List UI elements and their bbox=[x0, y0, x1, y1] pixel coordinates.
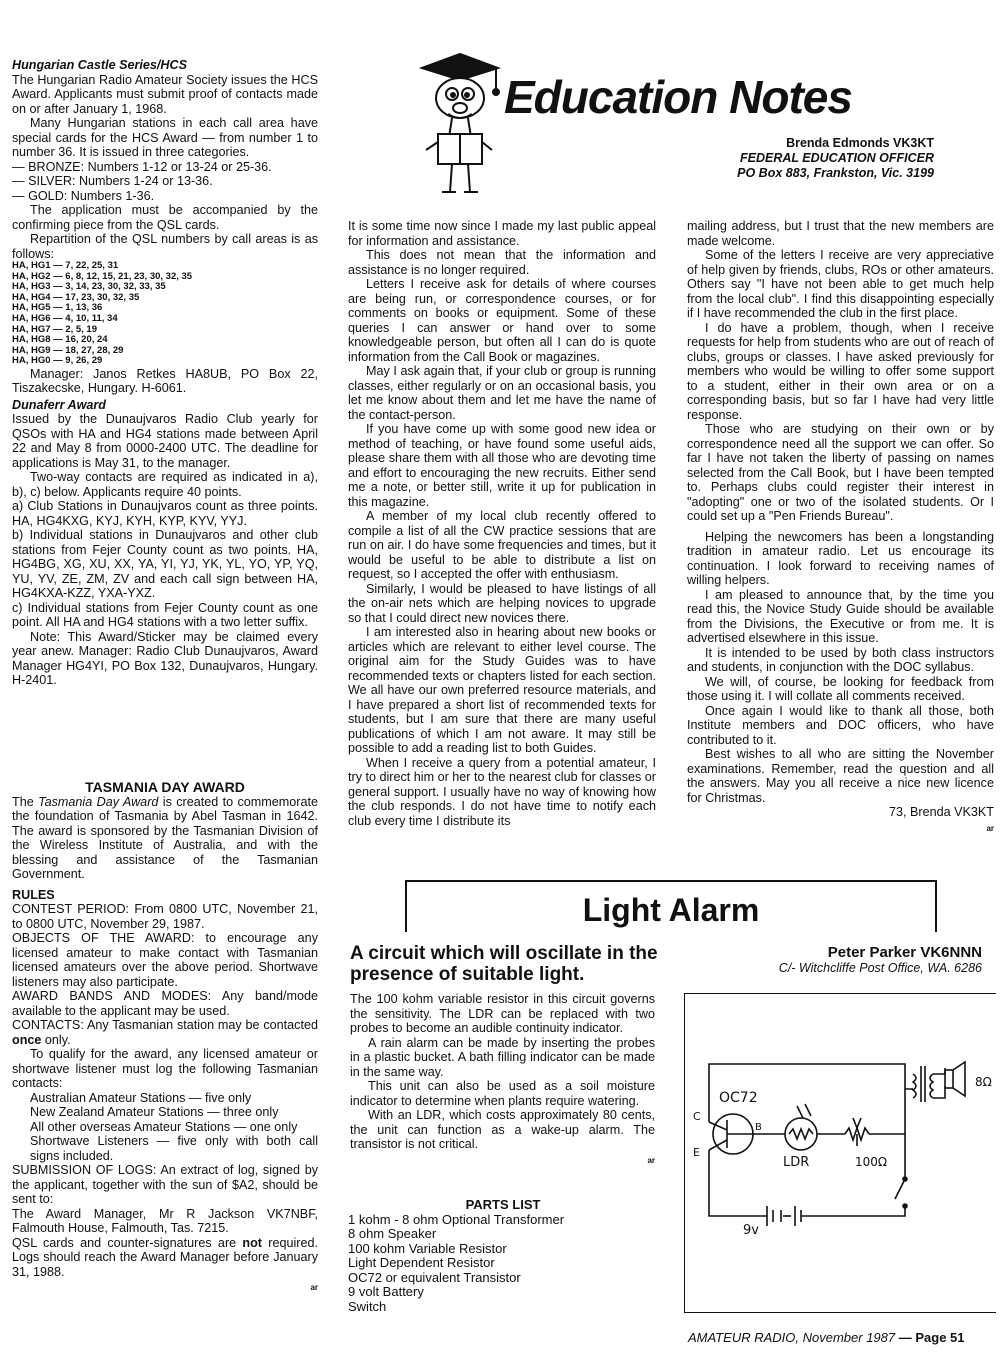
paragraph: When I receive a query from a potential amateur, I try to direct him or her to the nearest club for classes or general support. I usually have no way of knowing how the club responds. I do not have time to notify each club every time I distribute its bbox=[348, 755, 656, 828]
dunaferr-item-a: a) Club Stations in Dunaujvaros count as three points. HA, HG4KXG, KYJ, KYH, KYP, KYV, YYJ. bbox=[12, 499, 318, 528]
list-item: Australian Amateur Stations — five only bbox=[30, 1090, 252, 1105]
label-pin-b: B bbox=[755, 1122, 762, 1133]
footer-publication: AMATEUR RADIO, bbox=[688, 1330, 799, 1345]
paragraph: I am interested also in hearing about new books or articles which are relevant to either level course. The original aim for the Study Guides was to have recommended texts or chapters listed for each section. We all have our own preferred resource materials, and I have prepared a short list of recommended texts for students, but I am sure that there are many useful publications of which I am not aware. It may still be possible to add a reading list to both Guides. bbox=[348, 625, 656, 755]
footer-page: — Page 51 bbox=[898, 1330, 965, 1345]
label-pin-c: C bbox=[693, 1110, 701, 1123]
list-item: OC72 or equivalent Transistor bbox=[348, 1269, 521, 1285]
paragraph: Similarly, I would be pleased to have listings of all the on-air nets which are helping novices to upgrade so that I could direct new novices there. bbox=[348, 581, 656, 625]
rule-qsl: QSL cards and counter-signatures are not required. Logs should reach the Award Manager before January 31, 1988. bbox=[12, 1235, 318, 1279]
paragraph: This does not mean that the information and assistance is no longer required. bbox=[348, 248, 656, 277]
list-item: 1 kohm - 8 ohm Optional Transformer bbox=[348, 1211, 565, 1227]
label-pin-e: E bbox=[693, 1146, 700, 1159]
list-item: 9 volt Battery bbox=[348, 1284, 424, 1299]
call-area-row: HA, HG8 — 16, 20, 24 bbox=[12, 334, 108, 346]
paragraph: It is intended to be used by both class instructors and students, in conjunction with the DOC syllabus. bbox=[687, 645, 994, 674]
author-name: Peter Parker VK6NNN bbox=[827, 944, 982, 961]
signoff: 73, Brenda VK3KT bbox=[888, 805, 994, 819]
hcs-silver: — SILVER: Numbers 1-24 or 13-36. bbox=[12, 174, 213, 188]
call-area-row: HA, HG9 — 18, 27, 28, 29 bbox=[12, 344, 124, 356]
rule-contest-period: CONTEST PERIOD: From 0800 UTC, November 21, to 0800 UTC, November 29, 1987. bbox=[12, 902, 318, 931]
paragraph: Those who are studying on their own or by correspondence need all the support we can offer. So far I have not taken the liberty of passing on names selected from the Call Book, but I have been tempted to. Perhaps clubs could register their interest in "adopting" one or two of the isolated students. Or I could set up a "Pen Friends Bureau". bbox=[687, 422, 994, 523]
hcs-paragraph: The application must be accompanied by the confirming piece from the QSL cards. bbox=[12, 203, 318, 232]
paragraph: Helping the newcomers has been a longstanding tradition in amateur radio. Let us encourage its continuation. I look forward to receiving names of willing helpers. bbox=[687, 529, 994, 587]
list-item: 100 kohm Variable Resistor bbox=[348, 1240, 507, 1256]
dunaferr-paragraph: Issued by the Dunaujvaros Radio Club yearly for QSOs with HA and HG4 stations made between April 22 and May 8 from 0000-2400 UTC. The deadline for applications is May 31, to the manager. bbox=[12, 412, 318, 470]
paragraph: It is some time now since I made my last public appeal for information and assistance. bbox=[348, 219, 656, 248]
label-transistor: OC72 bbox=[719, 1090, 758, 1106]
paragraph: Some of the letters I receive are very appreciative of help given by friends, clubs, ROs or other amateurs. Others say "I have not been able to get much help from the local club". I find this disappointing especially if I have recommended the club in the first place. bbox=[687, 248, 994, 320]
call-area-row: HA, HG5 — 1, 13, 36 bbox=[12, 302, 103, 314]
hcs-paragraph: The Hungarian Radio Amateur Society issues the HCS Award. Applicants must submit proof of contacts made on or after January 1, 1968. bbox=[12, 72, 318, 116]
dunaferr-paragraph: Two-way contacts are required as indicated in a), b), c) below. Applicants require 40 points. bbox=[12, 470, 318, 499]
paragraph: I am pleased to announce that, by the time you read this, the Novice Study Guide should be available from the Divisions, the Executive or from me. It is advertised elsewhere in this issue. bbox=[687, 587, 994, 645]
label-ldr: LDR bbox=[783, 1155, 810, 1170]
hcs-bronze: — BRONZE: Numbers 1-12 or 13-24 or 25-36. bbox=[12, 159, 272, 174]
rule-qualify: To qualify for the award, any licensed amateur or shortwave listener must log the following Tasmanian contacts: bbox=[12, 1047, 318, 1090]
dunaferr-item-c: c) Individual stations from Fejer County count as one point. All HA and HG4 stations with a two letter suffix. bbox=[12, 600, 318, 630]
hcs-paragraph: Repartition of the QSL numbers by call areas is as follows: bbox=[12, 232, 318, 261]
paragraph: We will, of course, be looking for feedback from those using it. I will collate all comments received. bbox=[687, 674, 994, 703]
author-address: C/- Witchcliffe Post Office, WA. 6286 bbox=[778, 961, 982, 975]
rule-objects: OBJECTS OF THE AWARD: to encourage any licensed amateur to make contact with Tasmanian licensed amateurs over the above period. Shortwave listeners may also participate. bbox=[12, 931, 318, 989]
rule-submission: SUBMISSION OF LOGS: An extract of log, signed by the applicant, together with the sun of $A2, should be sent to: bbox=[12, 1163, 318, 1206]
graduate-mascot-icon bbox=[412, 46, 504, 204]
rule-bands: AWARD BANDS AND MODES: Any band/mode available to the applicant may be used. bbox=[12, 989, 318, 1018]
footer-date: November 1987 bbox=[802, 1330, 896, 1345]
call-area-row: HA, HG4 — 17, 23, 30, 32, 35 bbox=[12, 291, 140, 303]
paragraph: I do have a problem, though, when I receive requests for help from students who are out of reach of clubs, groups or classes. I have asked previously for members who would be willing to offer some support to a student, either in their own area or on a corresponding basis, but so far I have had very little response. bbox=[687, 320, 994, 422]
call-area-row: HA, HG2 — 6, 8, 12, 15, 21, 23, 30, 32, 35 bbox=[12, 270, 193, 282]
paragraph: mailing address, but I trust that the new members are made welcome. bbox=[687, 219, 994, 248]
list-item: 8 ohm Speaker bbox=[348, 1226, 437, 1241]
end-mark: ar bbox=[647, 1155, 655, 1165]
list-item: Shortwave Listeners — five only with both call signs included. bbox=[30, 1134, 318, 1163]
parts-list-heading: PARTS LIST bbox=[465, 1197, 541, 1212]
paragraph: Letters I receive ask for details of where courses are being run, or correspondence courses, or for comments on books or equipment. Some of these queries I can answer or hand over to some knowledgeable person, but often all I can do is quote information from the Call Book or magazines. bbox=[348, 277, 656, 364]
author-role: FEDERAL EDUCATION OFFICER bbox=[740, 151, 934, 165]
paragraph: With an LDR, which costs approximately 80 cents, the unit can function as a wake-up alarm. The transistor is not critical. bbox=[350, 1108, 655, 1151]
paragraph: Best wishes to all who are sitting the November examinations. Remember, read the question and all the answers. May you all receive a nice new licence for Christmas. bbox=[687, 747, 994, 805]
light-alarm-body bbox=[350, 992, 655, 1168]
parts-list bbox=[348, 1198, 658, 1314]
hcs-paragraph: Many Hungarian stations in each call area have special cards for the HCS Award — from number 1 to number 36. It is issued in three categories. bbox=[12, 116, 318, 159]
end-mark: ar bbox=[986, 823, 994, 833]
dunaferr-heading: Dunaferr Award bbox=[12, 397, 107, 412]
tasmania-heading: TASMANIA DAY AWARD bbox=[85, 779, 245, 795]
tasmania-award bbox=[12, 780, 318, 1296]
light-alarm-title: Light Alarm bbox=[582, 892, 760, 928]
paragraph: The 100 kohm variable resistor in this circuit governs the sensitivity. The LDR can be replaced with two probes to become an audible continuity indicator. bbox=[350, 992, 655, 1035]
call-area-row: HA, HG1 — 7, 22, 25, 31 bbox=[12, 260, 119, 271]
paragraph: This unit can also be used as a soil moisture indicator to determine when plants require watering. bbox=[350, 1079, 655, 1108]
hcs-heading: Hungarian Castle Series/HCS bbox=[12, 58, 187, 72]
light-alarm-subtitle: A circuit which will oscillate in the presence of suitable light. bbox=[350, 943, 658, 985]
call-area-row: HA, HG6 — 4, 10, 11, 34 bbox=[12, 312, 118, 324]
label-resistor: 100Ω bbox=[855, 1155, 888, 1169]
education-notes-title: Education Notes bbox=[504, 71, 852, 123]
list-item: All other overseas Amateur Stations — one only bbox=[30, 1119, 298, 1134]
column-awards bbox=[12, 58, 318, 688]
column-education-right bbox=[687, 219, 994, 836]
call-area-row: HA, HG3 — 3, 14, 23, 30, 32, 33, 35 bbox=[12, 281, 166, 293]
list-item: Switch bbox=[348, 1298, 387, 1314]
rule-contact-list bbox=[12, 1091, 318, 1164]
paragraph: May I ask again that, if your club or group is running classes, either regularly or on an occasional basis, you let me know about them and let me have the name of the contact-person. bbox=[348, 364, 656, 422]
tasmania-intro: The Tasmania Day Award is created to commemorate the foundation of Tasmania by Abel Tasman in 1642. The award is sponsored by the Tasmanian Division of the Wireless Institute of Australia, and with the blessing and assistance of the Tasmanian Government. bbox=[12, 794, 318, 881]
list-item: Light Dependent Resistor bbox=[348, 1255, 495, 1270]
paragraph: Once again I would like to thank all those, both Institute members and DOC officers, who have contributed to it. bbox=[687, 703, 994, 747]
circuit-schematic bbox=[684, 993, 996, 1313]
author-address: PO Box 883, Frankston, Vic. 3199 bbox=[737, 166, 934, 180]
rule-contacts: CONTACTS: Any Tasmanian station may be contacted once only. bbox=[12, 1018, 318, 1047]
page-footer bbox=[688, 1330, 965, 1345]
paragraph: If you have come up with some good new idea or method of teaching, or have found some useful aids, please share them with all those who are devoting time and effort to encouraging the new recruits. Either send me a note, or better still, write it up for publication in this magazine. bbox=[348, 422, 656, 509]
label-battery: 9v bbox=[743, 1223, 759, 1238]
education-byline bbox=[620, 136, 934, 181]
paragraph: A rain alarm can be made by inserting the probes in a plastic bucket. A bath filling indicator can be made in the same way. bbox=[350, 1035, 655, 1079]
hcs-call-area-list bbox=[12, 261, 318, 367]
hcs-gold: — GOLD: Numbers 1-36. bbox=[12, 188, 155, 203]
hcs-manager: Manager: Janos Retkes HA8UB, PO Box 22, Tiszakecske, Hungary. H-6061. bbox=[12, 366, 318, 396]
call-area-row: HA, HG0 — 9, 26, 29 bbox=[12, 355, 103, 367]
paragraph: A member of my local club recently offered to compile a list of all the CW practice sessions that are run on air. I do have some frequencies and times, but it would be useful to be able to distribute a list on request, so I accepted the offer with enthusiasm. bbox=[348, 509, 656, 581]
end-mark: ar bbox=[310, 1283, 318, 1292]
column-education-left bbox=[348, 219, 656, 828]
schematic-drawing bbox=[685, 994, 997, 1314]
light-alarm-title-box bbox=[405, 880, 937, 932]
dunaferr-note: Note: This Award/Sticker may be claimed every year anew. Manager: Radio Club Dunaujvaros, Award Manager HG4YI, PO Box 132, Dunaujvaros, Hungary. H-2401. bbox=[12, 629, 318, 688]
author-name: Brenda Edmonds VK3KT bbox=[786, 136, 934, 150]
label-speaker: 8Ω bbox=[975, 1075, 992, 1089]
call-area-row: HA, HG7 — 2, 5, 19 bbox=[12, 323, 98, 335]
rules-heading: RULES bbox=[12, 887, 55, 902]
light-alarm-byline bbox=[700, 944, 982, 975]
list-item: New Zealand Amateur Stations — three only bbox=[30, 1105, 279, 1119]
dunaferr-item-b: b) Individual stations in Dunaujvaros and other club stations from Fejer County count as two points. HA, HG4BG, XG, XU, XX, YA, YI, YJ, YK, YL, YO, YP, YQ, YU, YV, ZE, ZM, ZV and each call sign between HA, HG4KXA-KZZ, YXA-YXZ. bbox=[12, 528, 318, 601]
rule-address: The Award Manager, Mr R Jackson VK7NBF, Falmouth House, Falmouth, Tas. 7215. bbox=[12, 1206, 318, 1235]
